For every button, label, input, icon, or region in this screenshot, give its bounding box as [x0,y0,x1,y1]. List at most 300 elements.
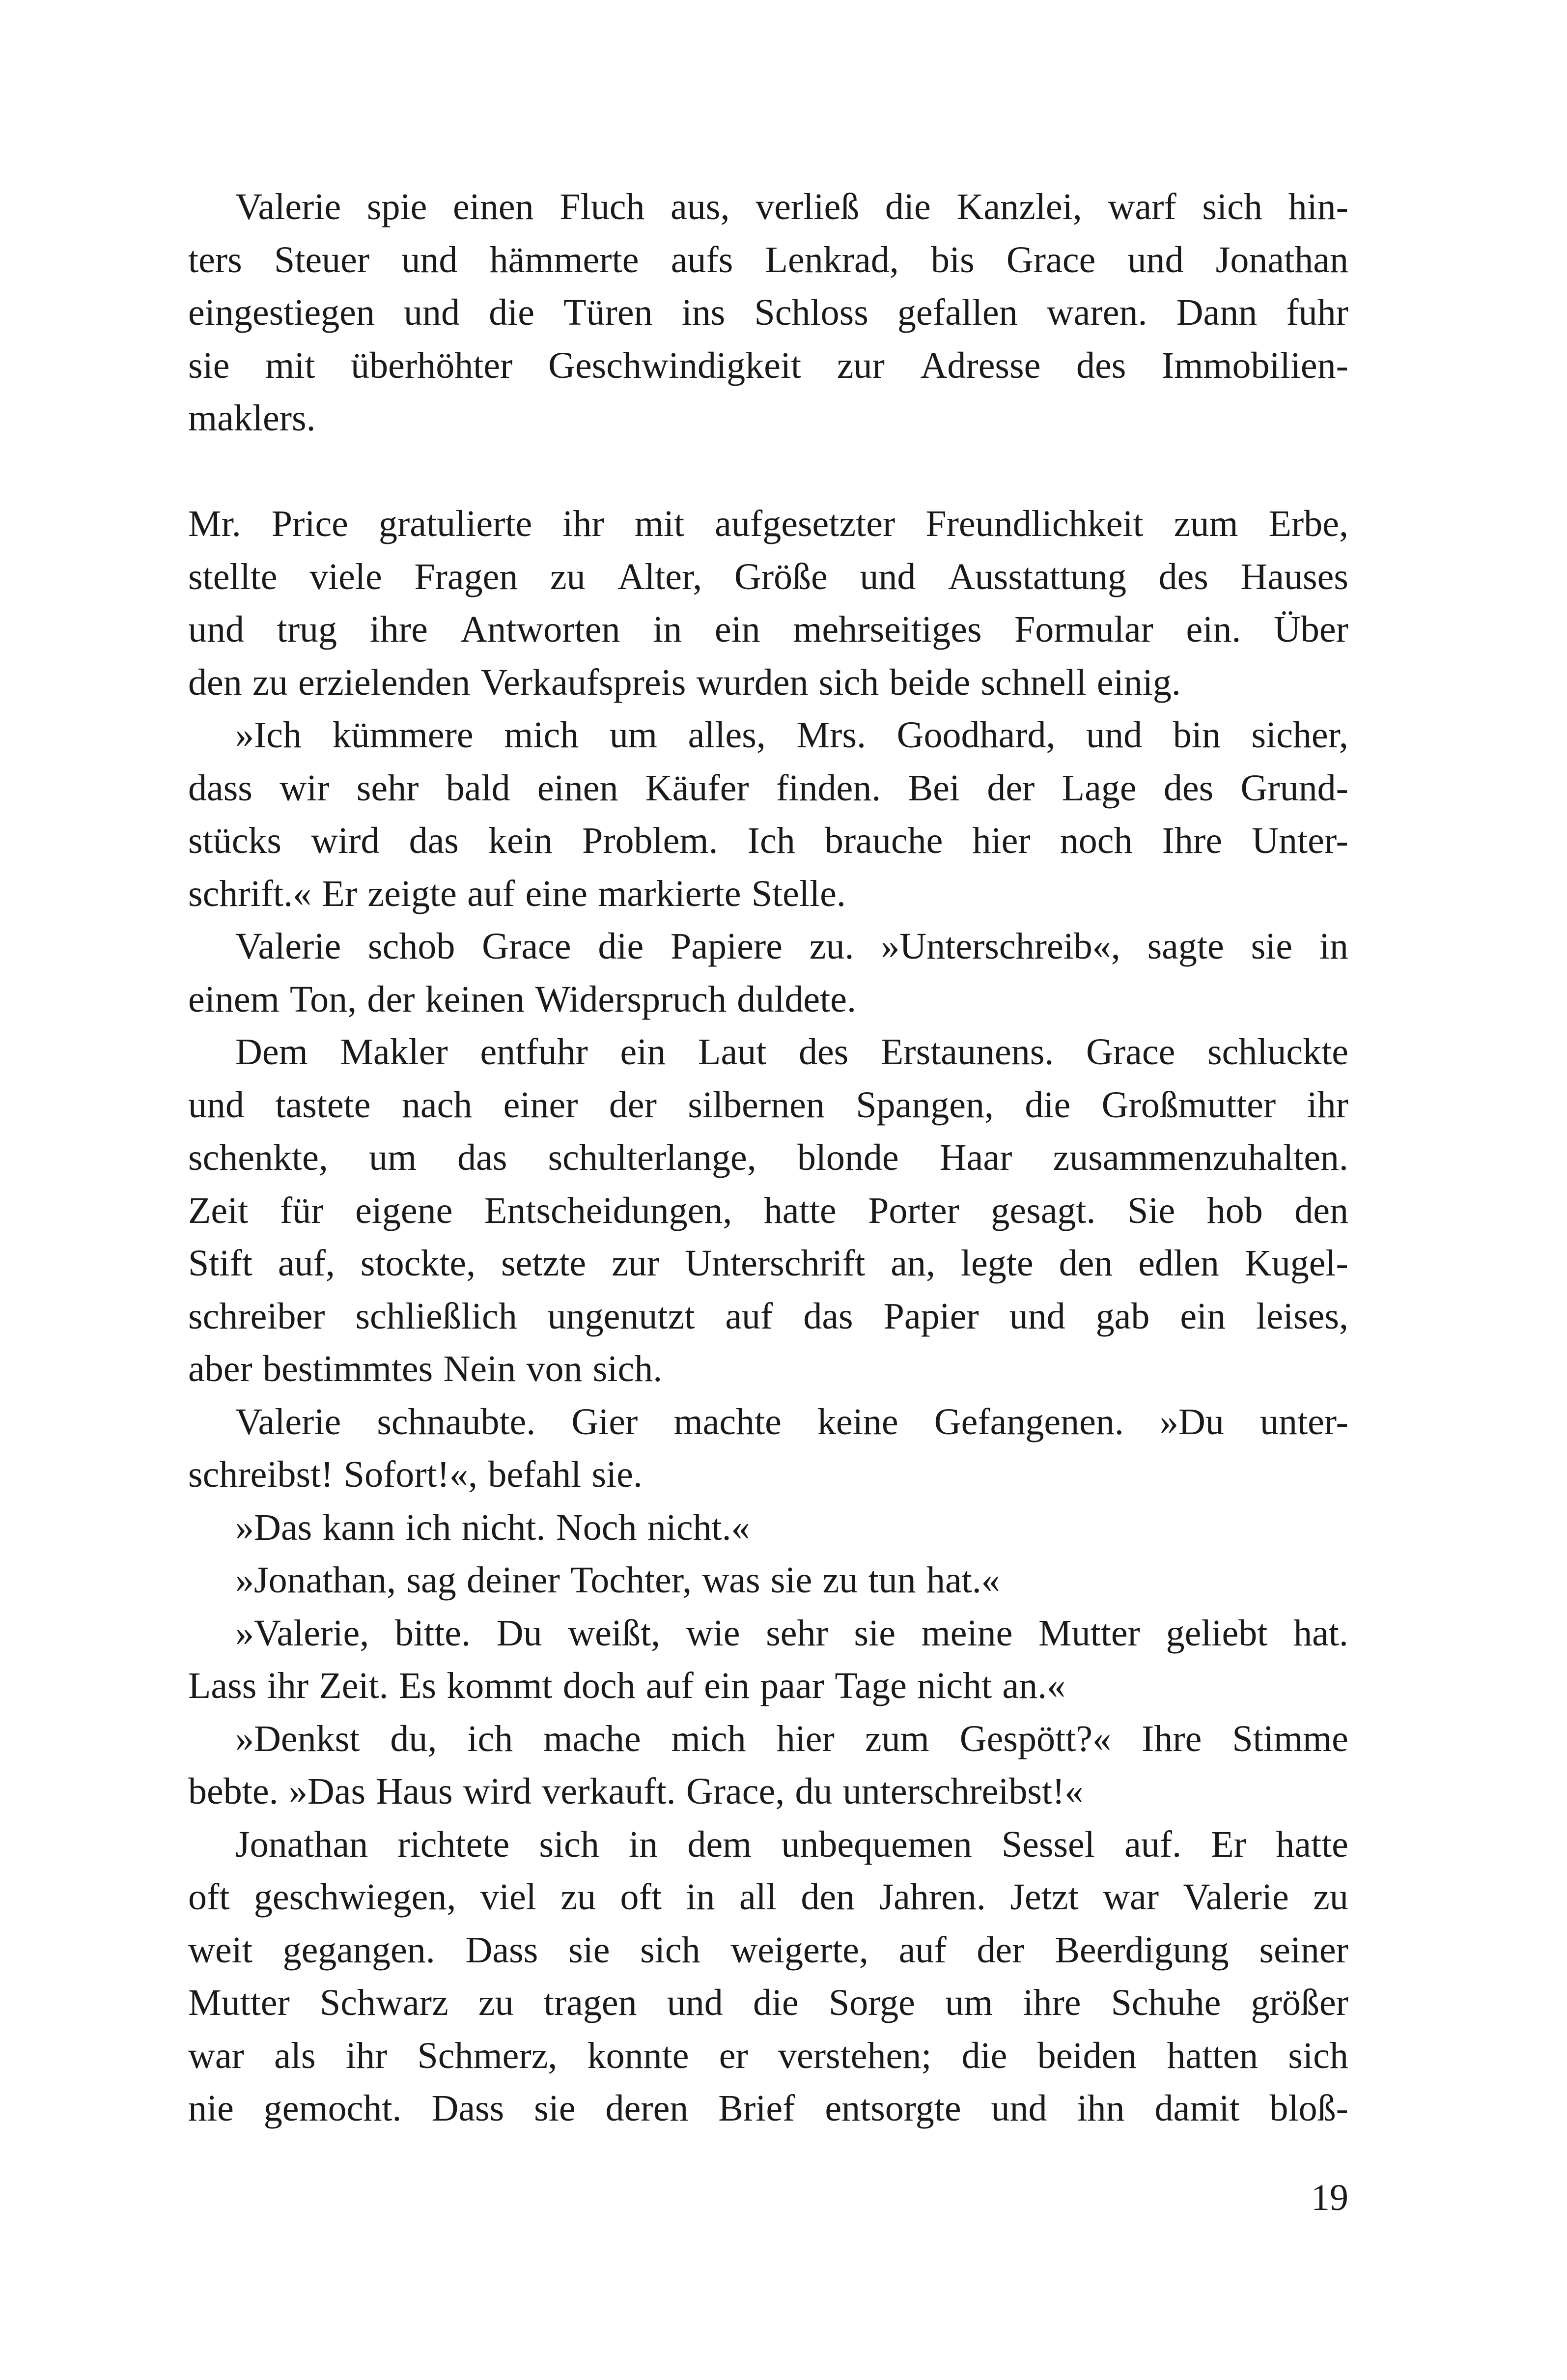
word: Erbe, [1268,503,1348,544]
text-line [188,551,1348,604]
word: paar [760,1665,825,1706]
text-line [188,340,1348,393]
word: zum [1174,503,1238,544]
word: »Das [235,1506,312,1548]
word: unbequemen [781,1823,972,1865]
word: schrift.« [188,873,312,914]
word: einer [503,1084,578,1126]
paragraph [188,709,1348,920]
word: konnte [587,2035,689,2076]
word: Immobilien- [1162,344,1348,386]
word: Stelle. [751,873,846,914]
word: sich [818,661,879,703]
word: hatte [1276,1823,1348,1865]
word: dem [687,1823,752,1865]
word: als [274,2035,316,2076]
word: Jetzt [1010,1876,1079,1918]
word: nach [401,1084,473,1126]
word: Sofort!«, [343,1454,478,1495]
word: schulterlange, [548,1137,756,1178]
word: Gefangenen. [934,1401,1124,1443]
word: das [409,820,459,861]
word: Nein [443,1348,516,1389]
word: ein [714,609,760,650]
word: Schuhe [1111,1982,1221,2023]
word: er [719,2035,748,2076]
word: nie [188,2088,234,2129]
word: um [945,1982,993,2023]
word: um [609,714,657,756]
word: markierte [598,873,741,914]
word: du, [390,1718,437,1759]
word: sehr [766,1612,828,1654]
word: hob [1206,1190,1263,1231]
word: Grace [482,926,571,967]
text-line [188,1765,1348,1818]
paragraph [188,1026,1348,1396]
word: zur [612,1243,660,1284]
word: legte [960,1243,1034,1284]
word: der [977,1929,1025,1971]
paragraph [188,498,1348,709]
word: weigerte, [730,1929,868,1971]
word: Käufer [645,767,749,809]
word: viele [309,556,382,597]
word: bitte. [394,1612,471,1654]
word: mehrseitiges [793,609,982,650]
word: damit [1154,2088,1240,2129]
word: zur [837,344,885,386]
word: Antworten [460,609,620,650]
word: Jahren. [879,1876,986,1918]
word: schnell [980,661,1087,703]
text-line [188,392,1348,445]
word: Tage [835,1665,907,1706]
word: zu [560,1876,596,1918]
word: weißt, [568,1612,661,1654]
word: sie [534,2088,576,2129]
word: »Jonathan, [235,1559,396,1601]
word: Entscheidungen, [484,1190,732,1231]
word: entfuhr [480,1031,588,1073]
text-line [188,709,1348,762]
word: Dem [235,1031,308,1073]
word: schob [368,926,455,967]
word: bald [446,767,510,809]
word: »Valerie, [235,1612,369,1654]
word: stellte [188,556,278,597]
word: »Ich [235,714,302,756]
word: Sorge [828,1982,915,2023]
word: schließlich [355,1295,517,1337]
word: ich [467,1718,513,1759]
word: Noch [556,1506,637,1548]
word: Formular [1014,609,1153,650]
word: Beerdigung [1055,1929,1229,1971]
text-line [188,603,1348,656]
word: wie [686,1612,740,1654]
word: auf. [1124,1823,1182,1865]
word: der [367,978,415,1020]
word: und [188,1084,244,1126]
word: zu [550,556,586,597]
word: zu. [809,926,854,967]
word: duldete. [737,978,856,1020]
word: Gier [571,1401,638,1443]
word: überhöhter [351,344,513,386]
text-line [188,815,1348,868]
word: in [629,1823,658,1865]
word: stücks [188,820,281,861]
word: Valerie [235,1401,341,1443]
word: in [653,609,682,650]
word: und [1127,239,1184,281]
word: Sessel [1001,1823,1095,1865]
word: Haar [939,1137,1012,1178]
word: kümmere [332,714,474,756]
word: Stimme [1232,1718,1348,1759]
word: keine [817,1401,898,1443]
word: unterschreibst!« [842,1771,1084,1812]
text-line [188,973,1348,1026]
word: mich [671,1718,746,1759]
word: hat.« [926,1559,1000,1601]
word: aus, [671,186,730,227]
word: mache [543,1718,641,1759]
word: weit [188,1929,252,1971]
word: Erstaunens. [880,1031,1054,1073]
word: erzielenden [298,661,471,703]
word: Valerie [1183,1876,1289,1918]
body-text [188,181,1348,2135]
text-line [188,868,1348,921]
word: edlen [1138,1243,1219,1284]
word: und [401,239,458,281]
text-line [188,1871,1348,1924]
word: Unter- [1252,820,1348,861]
word: hatten [1167,2035,1259,2076]
word: nicht.« [647,1506,750,1548]
word: sicher, [1251,714,1348,756]
word: Dass [465,1929,538,1971]
text-line [188,1924,1348,1977]
word: schluckte [1207,1031,1348,1073]
word: ich [405,1506,451,1548]
word: sehr [356,767,419,809]
word: Größe [734,556,828,597]
word: kann [322,1506,395,1548]
word: hier [776,1718,835,1759]
paragraph [188,1607,1348,1713]
word: schreibst! [188,1454,334,1495]
word: nicht [917,1665,992,1706]
word: all [739,1876,777,1918]
word: Freundlichkeit [925,503,1144,544]
word: des [1163,767,1214,809]
word: machte [673,1401,782,1443]
word: des [1158,556,1208,597]
word: beiden [1037,2035,1137,2076]
word: hat. [1293,1612,1348,1654]
paragraph [188,920,1348,1026]
word: »Unterschreib«, [881,926,1120,967]
word: Gespött?« [959,1718,1111,1759]
word: ihn [1077,2088,1125,2129]
word: Grace, [686,1771,785,1812]
text-line [188,1026,1348,1079]
word: ihr [267,1665,309,1706]
word: Fragen [414,556,518,597]
text-line [188,234,1348,287]
word: des [1076,344,1126,386]
word: seiner [1259,1929,1348,1971]
text-line [188,1713,1348,1766]
word: Lage [1062,767,1137,809]
word: in [686,1876,715,1918]
word: geschwiegen, [253,1876,456,1918]
word: von [526,1348,583,1389]
word: Fluch [560,186,645,227]
word: nicht. [461,1506,546,1548]
word: der [609,1084,657,1126]
word: an, [891,1243,935,1284]
word: die [489,292,534,333]
word: Mr. [188,503,241,544]
word: verkauft. [542,1771,676,1812]
word: und [991,2088,1047,2129]
paragraph [188,1502,1348,1555]
word: Geschwindigkeit [548,344,802,386]
word: Widerspruch [535,978,727,1020]
word: den [188,661,242,703]
word: geliebt [1166,1612,1268,1654]
word: ein [1180,1295,1226,1337]
word: einen [537,767,618,809]
word: beide [889,661,971,703]
word: kein [488,820,553,861]
paragraph [188,1713,1348,1818]
text-line [188,1237,1348,1290]
text-line [188,1660,1348,1713]
text-line [188,1448,1348,1502]
word: auf [467,873,515,914]
word: sich [1288,2035,1348,2076]
word: zu [822,1559,858,1601]
word: die [885,186,931,227]
word: tragen [543,1982,637,2023]
word: ihr [345,2035,388,2076]
word: Tochter, [570,1559,692,1601]
word: Über [1273,609,1348,650]
word: Zeit [188,1190,249,1231]
word: Stift [188,1243,252,1284]
word: Er [322,873,358,914]
word: Unterschrift [685,1243,866,1284]
text-line [188,1343,1348,1396]
word: kommt [447,1665,553,1706]
word: Bei [908,767,960,809]
word: ein [704,1665,750,1706]
word: waren. [1046,292,1147,333]
word: sich. [592,1348,663,1389]
word: sie. [591,1454,643,1495]
text-line [188,1502,1348,1555]
word: sie [188,344,230,386]
word: eigene [355,1190,453,1231]
word: zu [252,661,288,703]
word: bestimmtes [263,1348,433,1389]
word: sag [406,1559,456,1601]
word: ihr [1307,1084,1348,1126]
word: Ich [747,820,795,861]
word: einig. [1096,661,1181,703]
word: dass [188,767,252,809]
word: Valerie [235,186,341,227]
word: Mutter [188,1982,290,2023]
word: leises, [1256,1295,1348,1337]
text-line [188,762,1348,815]
word: auf [725,1295,773,1337]
word: Dass [431,2088,504,2129]
word: gab [1095,1295,1150,1337]
word: einem [188,978,280,1020]
word: Ton, [289,978,357,1020]
word: mit [634,503,685,544]
word: zum [865,1718,929,1759]
word: gegangen. [282,1929,435,1971]
word: Grace [1086,1031,1175,1073]
text-line [188,656,1348,709]
paragraph [188,181,1348,445]
word: und [188,609,244,650]
word: doch [562,1665,636,1706]
word: Mutter [1038,1612,1140,1654]
word: Kugel- [1244,1243,1348,1284]
word: »Du [1159,1401,1224,1443]
word: ihre [1023,1982,1081,2023]
word: Es [398,1665,436,1706]
word: zu [478,1982,514,2023]
text-line [188,498,1348,551]
word: die [753,1982,799,2023]
word: bloß- [1269,2088,1348,2129]
word: Goodhard, [896,714,1056,756]
word: ihr [562,503,604,544]
text-line [188,181,1348,234]
page-number: 19 [1311,2177,1348,2218]
word: wurden [696,661,809,703]
word: bis [930,239,975,281]
word: oft [188,1876,230,1918]
word: Schwarz [320,1982,448,2023]
word: und [1009,1295,1065,1337]
word: oft [620,1876,662,1918]
word: die [598,926,644,967]
word: sie [568,1929,610,1971]
word: Porter [868,1190,959,1231]
text-line [188,1818,1348,1871]
word: die [1025,1084,1071,1126]
word: hier [972,820,1031,861]
word: ins [681,292,726,333]
word: ters [188,239,242,281]
word: hämmerte [489,239,639,281]
word: sich [1202,186,1262,227]
word: wird [311,820,380,861]
word: Lenkrad, [765,239,899,281]
text-line [188,1977,1348,2030]
word: gemocht. [263,2088,402,2129]
word: mit [265,344,315,386]
word: ungenutzt [547,1295,695,1337]
word: unter- [1259,1401,1348,1443]
word: sich [640,1929,700,1971]
word: Verkaufspreis [480,661,686,703]
word: ein. [1186,609,1241,650]
word: hatte [763,1190,837,1231]
word: Dann [1176,292,1258,333]
word: bebte. [188,1771,279,1812]
word: bin [1173,714,1221,756]
word: hin- [1288,186,1348,227]
word: alles, [688,714,766,756]
word: Grace [1006,239,1096,281]
word: gesagt. [991,1190,1096,1231]
paragraph [188,1818,1348,2135]
word: viel [480,1876,536,1918]
word: stockte, [360,1243,476,1284]
word: der [987,767,1035,809]
word: Kanzlei, [956,186,1082,227]
word: sie [854,1612,895,1654]
word: auf [898,1929,947,1971]
word: sie [770,1559,812,1601]
word: meine [921,1612,1013,1654]
word: tastete [275,1084,371,1126]
word: Laut [698,1031,767,1073]
word: Alter, [617,556,702,597]
word: spie [366,186,427,227]
word: deren [605,2088,689,2129]
word: um [368,1137,417,1178]
word: tun [868,1559,916,1601]
word: das [803,1295,853,1337]
text-line [188,286,1348,340]
word: einen [453,186,534,227]
word: verließ [756,186,860,227]
word: und [667,1982,723,2023]
word: und [1086,714,1143,756]
text-line [188,1132,1348,1185]
word: die [961,2035,1007,2076]
word: auf, [278,1243,335,1284]
paragraph [188,1396,1348,1502]
word: eine [525,873,588,914]
word: Haus [376,1771,453,1812]
word: Problem. [582,820,718,861]
word: Jonathan [235,1823,368,1865]
word: keinen [425,978,525,1020]
word: »Denkst [235,1718,360,1759]
word: war [1103,1876,1159,1918]
word: schnaubte. [377,1401,536,1443]
word: war [188,2035,244,2076]
word: auf [645,1665,694,1706]
word: sich [539,1823,599,1865]
word: setzte [501,1243,587,1284]
word: blonde [797,1137,899,1178]
word: Großmutter [1101,1084,1276,1126]
